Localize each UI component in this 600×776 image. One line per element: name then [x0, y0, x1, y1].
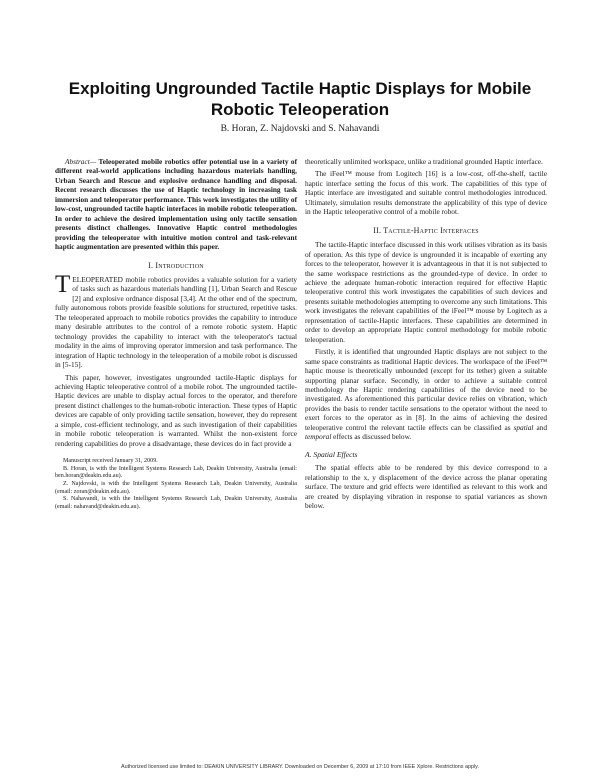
paper-authors: B. Horan, Z. Najdovski and S. Nahavandi [220, 124, 380, 134]
left-column [55, 157, 297, 511]
footnote-received: Manuscript received January 31, 2009. [63, 458, 158, 465]
abstract-label: Abstract— [65, 157, 97, 166]
right-column [305, 157, 547, 510]
abstract [55, 157, 297, 252]
drop-cap: T [55, 270, 71, 298]
and-word: and [533, 422, 547, 432]
intro-paragraph-3: theoretically unlimited workspace, unlike a traditional grounded Haptic interface. [305, 157, 543, 166]
footnote-author-3: S. Nahavandi, is with the Intelligent Systems Research Lab, Deakin University, Australia (email: nahavand@deakin.edu.au). [55, 496, 297, 510]
paper-title: Exploiting Ungrounded Tactile Haptic Displays for Mobile Robotic Teleoperation [68, 79, 532, 119]
subsection-heading-spatial-effects: A. Spatial Effects [305, 449, 358, 459]
section-heading-tactile-haptic: II. Tactile-Haptic Interfaces [373, 225, 479, 235]
intro-paragraph-1-text: ELEOPERATED mobile robotics provides a valuable solution for a variety of tasks such as hazardous materials handling [1], Urban Search and Rescue [2] and explosive ordnance disposal [3,4]. At the other end of the spectrum, fully autonomous robots provide feasible solutions for structured, repetitive tasks. The teleoperated approach to mobile robotics provides the capability to introduce many desirable attributes to the control of a remote robotic system. Haptic technology provides the capability to interact with the teleoperator's tactual modality in the aims of improving operator immersion and task performance. The integration of Haptic technology in the teleoperation of a mobile robot is discussed in [5-15]. [55, 274, 297, 370]
section-heading-introduction: I. Introduction [148, 260, 204, 270]
section2-paragraph-2-text: Firstly, it is identified that ungrounded Haptic displays are not subject to the same space constraints as traditional Haptic devices. The workspace of the iFeel™ haptic mouse is theoretically unbounded (except for its tether) given a suitable supporting planar surface. Secondly, in order to achieve a suitable control methodology the Haptic rendering capabilities of the device need to be investigated. As aforementioned this particular device relies on vibration, which provides the basis to render tactile sensations to the operator without the need to exert forces to the operator as in [8]. In the aims of achieving the desired teleoperative control the relevant tactile effects can be classified as [305, 347, 547, 432]
section2-paragraph-2 [305, 347, 547, 442]
abstract-text: Teleoperated mobile robotics offer potential use in a variety of different real-world applications including hazardous materials handling, Urban Search and Rescue and explosive ordnance handling and disposal. Recent research discusses the use of Haptic technology in increasing task immersion and teleoperator performance. This work investigates the utility of low-cost, ungrounded tactile haptic interfaces in mobile robotic teleoperation. In order to achieve the desired implementation using only tactile sensation presents distinct challenges. Innovative Haptic control methodologies providing the teleoperator with intuitive motion control and task-relevant haptic augmentation are presented within this paper. [55, 157, 297, 252]
license-footer: Authorized licensed use limited to: DEAKIN UNIVERSITY LIBRARY. Downloaded on December 6, 2009 at 17:10 from IEEE Xplore. Restrictions apply. [121, 764, 479, 770]
intro-paragraph-1 [55, 270, 297, 370]
section2-paragraph-2-tail: effects as discussed below. [331, 432, 412, 442]
spatial-effects-paragraph: The spatial effects able to be rendered by this device correspond to a relationship to the x, y displacement of the device across the planar operating surface. The texture and grid effects were identified as relevant to this work and are created by displaying vibration in response to spatial variances as shown below. [305, 463, 547, 510]
intro-paragraph-2: This paper, however, investigates ungrounded tactile-Haptic displays for achieving Haptic teleoperative control of a mobile robot. The ungrounded tactile-Haptic devices are unable to display actual forces to the operator, and therefore present distinct challenges to the human-robotic interaction. These types of Haptic devices are capable of only providing tactile sensation, however, they do represent a simple, cost-efficient technology, and as such investigation of their capabilities in mobile robotic teleoperation is warranted. Whilst the non-existent force rendering capabilities do prove a disadvantage, these devices do in fact provide a [55, 372, 297, 448]
spatial-term: spatial [513, 422, 534, 432]
section2-paragraph-1: The tactile-Haptic interface discussed in this work utilises vibration as its basis of operation. As this type of device is ungrounded it is incapable of exerting any forces to the teleoperator, however it is advantageous in that it is not subjected to the same workspace restrictions as the grounded-type of device. In order to achieve the adequate human-robotic interaction required for effective Haptic teleoperative control this work investigates the capabilities of such devices and presents suitable methodologies attempting to overcome any such limitations. This work investigates the relevant capabilities of the iFeel™ mouse by Logitech as a representation of tactile-Haptic interfaces. These capabilities are determined in order to develop an appropriate Haptic control methodology for mobile robotic teleoperation. [305, 240, 547, 344]
footnote-author-1: B. Horan, is with the Intelligent Systems Research Lab, Deakin University, Australia (email: ben.horan@deakin.edu.au). [55, 465, 297, 480]
temporal-term: temporal [305, 432, 332, 442]
intro-paragraph-4: The iFeel™ mouse from Logitech [16] is a low-cost, off-the-shelf, tactile haptic interface setting the focus of this work. The capabilities of this type of Haptic interface are investigated and suitable control methodologies introduced. Ultimately, simulation results demonstrate the applicability of this type of device in the Haptic teleoperative control of a mobile robot. [305, 169, 547, 217]
footnotes [55, 458, 297, 511]
footnote-author-2: Z. Najdovski, is with the Intelligent Systems Research Lab, Deakin University, Australia (email: zoran@deakin.edu.au). [55, 480, 297, 495]
